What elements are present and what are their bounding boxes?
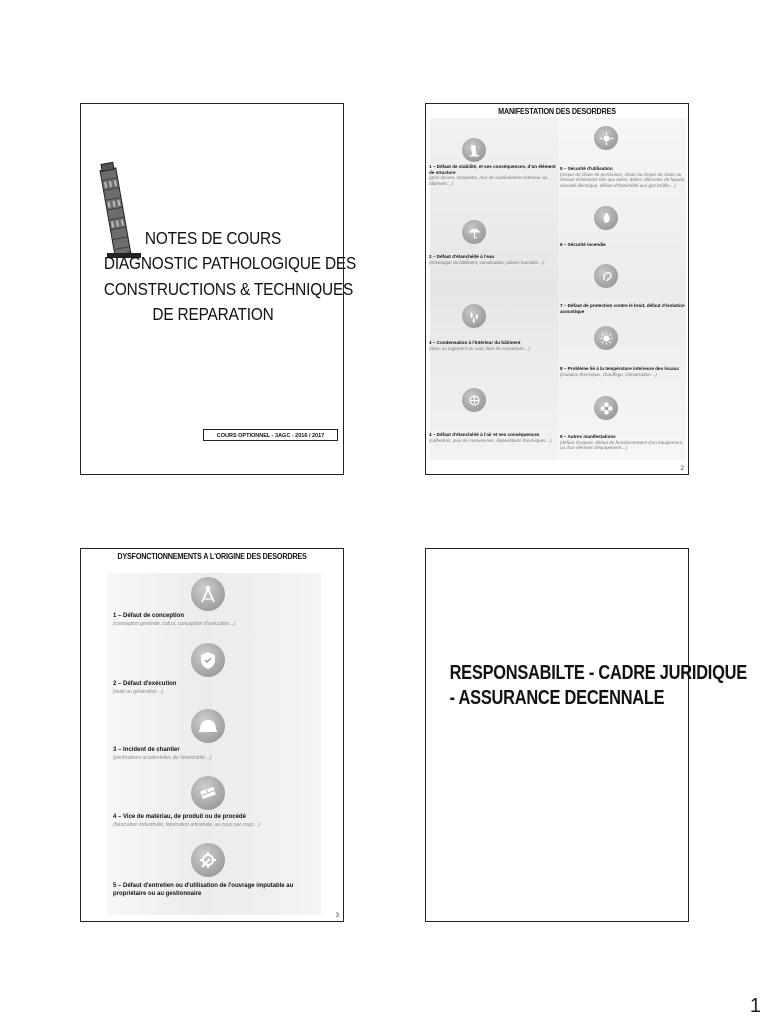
ear-icon xyxy=(594,264,618,288)
list-item xyxy=(560,366,686,377)
title-line: RESPONSABILTE - CADRE JURIDIQUE xyxy=(449,662,747,684)
item-label: 4 – Vice de matériau, de produit ou de procédé xyxy=(113,814,246,820)
item-detail: (enveloppe du bâtiment, canalisation, pièces humides…) xyxy=(429,259,545,265)
item-label: 9 – Autres manifestations xyxy=(560,434,616,439)
slide-heading: MANIFESTATION DES DESORDRES xyxy=(498,107,616,116)
title-line: DIAGNOSTIC PATHOLOGIQUE DES xyxy=(103,253,357,274)
list-item xyxy=(429,164,557,187)
item-detail: (isolation thermique, chauffage, climatisation…) xyxy=(560,371,657,377)
list-item xyxy=(560,434,686,451)
list-item xyxy=(560,303,686,314)
title-line: - ASSURANCE DECENNALE xyxy=(449,687,665,709)
item-detail: (isolé ou généralisé…) xyxy=(113,688,164,695)
item-label: 1 – Défaut de stabilité, et ses conséquences, d'un élément de structure xyxy=(429,164,556,175)
wrench-icon xyxy=(191,843,225,877)
item-label: 3 – Condensation à l'intérieur du bâtiment xyxy=(429,340,521,345)
list-item xyxy=(113,883,313,899)
item-label: 7 – Défaut de protection contre le bruit, défaut d'isolation acoustique xyxy=(560,303,685,314)
item-detail: (gros œuvre, charpente, mur de soutènement extérieur au bâtiment…) xyxy=(429,175,548,187)
sun-icon xyxy=(594,326,618,350)
item-label: 1 – Défaut de conception xyxy=(113,613,185,619)
list-item xyxy=(560,242,686,248)
air-icon xyxy=(462,388,486,412)
item-detail: (fabrication industrielle, fabrication artisanale, au coup par coup…) xyxy=(113,821,261,828)
title-line: CONSTRUCTIONS & TECHNIQUES xyxy=(103,278,354,299)
item-label: 8 – Problème lié à la température intérieure des locaux xyxy=(560,366,679,371)
slide-title-text xyxy=(103,226,357,328)
fire-icon xyxy=(594,206,618,230)
slide-title xyxy=(80,103,357,475)
list-item xyxy=(429,340,557,351)
item-detail: (dans un logement ou sous face de couverture…) xyxy=(429,345,530,351)
slide-heading: DYSFONCTIONNEMENTS A L'ORIGINE DES DESORDRES xyxy=(117,552,307,561)
safety-icon xyxy=(594,126,618,150)
list-item xyxy=(113,814,313,828)
item-detail: (conception générale, calcul, conception d'exécution…) xyxy=(113,620,236,627)
compass-icon xyxy=(191,577,225,611)
item-detail: (défaut d'aspect, défaut de fonctionnement d'un équipement, ou d'un élément d'équipement…) xyxy=(560,439,684,451)
item-label: 2 – Défaut d'exécution xyxy=(113,681,177,687)
helmet-icon xyxy=(191,709,225,743)
page-number: 1 xyxy=(749,995,761,1017)
item-label: 6 – Sécurité incendie xyxy=(560,242,606,247)
list-item xyxy=(113,747,313,761)
slide-number: 2 xyxy=(680,466,684,472)
title-line: NOTES DE COURS xyxy=(144,228,282,248)
item-label: 5 – Défaut d'entretien ou d'utilisation de l'ouvrage imputable au propriétaire ou au gestionnaire xyxy=(113,883,294,897)
list-item xyxy=(429,432,557,443)
brick-icon xyxy=(191,776,225,810)
list-item xyxy=(113,681,313,695)
item-detail: (perforations accidentelles de l'étanchéité…) xyxy=(113,754,212,761)
flower-icon xyxy=(594,396,618,420)
slide-dysfonctionnements xyxy=(80,548,344,922)
course-label: COURS OPTIONNEL - 3AGC - 2016 / 2017 xyxy=(203,429,338,441)
list-item xyxy=(113,613,313,627)
slide-responsabilite xyxy=(425,548,747,922)
item-label: 3 – Incident de chantier xyxy=(113,747,180,753)
title-line: DE REPARATION xyxy=(152,304,274,325)
slide-manifestations xyxy=(425,103,689,475)
item-detail: (calfeutres, jeux de menuiseries, déperditions thermiques…) xyxy=(429,437,552,443)
list-item xyxy=(560,166,686,189)
tower-icon xyxy=(462,138,486,162)
item-label: 5 – Sécurité d'utilisation xyxy=(560,166,613,171)
slide-title-text xyxy=(449,661,747,711)
shield-icon xyxy=(191,643,225,677)
drops-icon xyxy=(462,304,486,328)
item-label: 2 – Défaut d'étanchéité à l'eau xyxy=(429,254,495,259)
item-label: 4 – Défaut d'étanchéité à l'air et ses conséquences xyxy=(429,432,540,437)
umbrella-icon xyxy=(462,220,486,244)
list-item xyxy=(429,254,557,265)
slide-number: 3 xyxy=(335,913,339,919)
item-detail: (risque de chute de personnes, chute ou risque de chute ou d'envol d'éléments tels que tuiles, dalles, éléments de façade, sécurité électrique, défaut d'étanchéité aux gaz brûlés…) xyxy=(560,171,686,189)
